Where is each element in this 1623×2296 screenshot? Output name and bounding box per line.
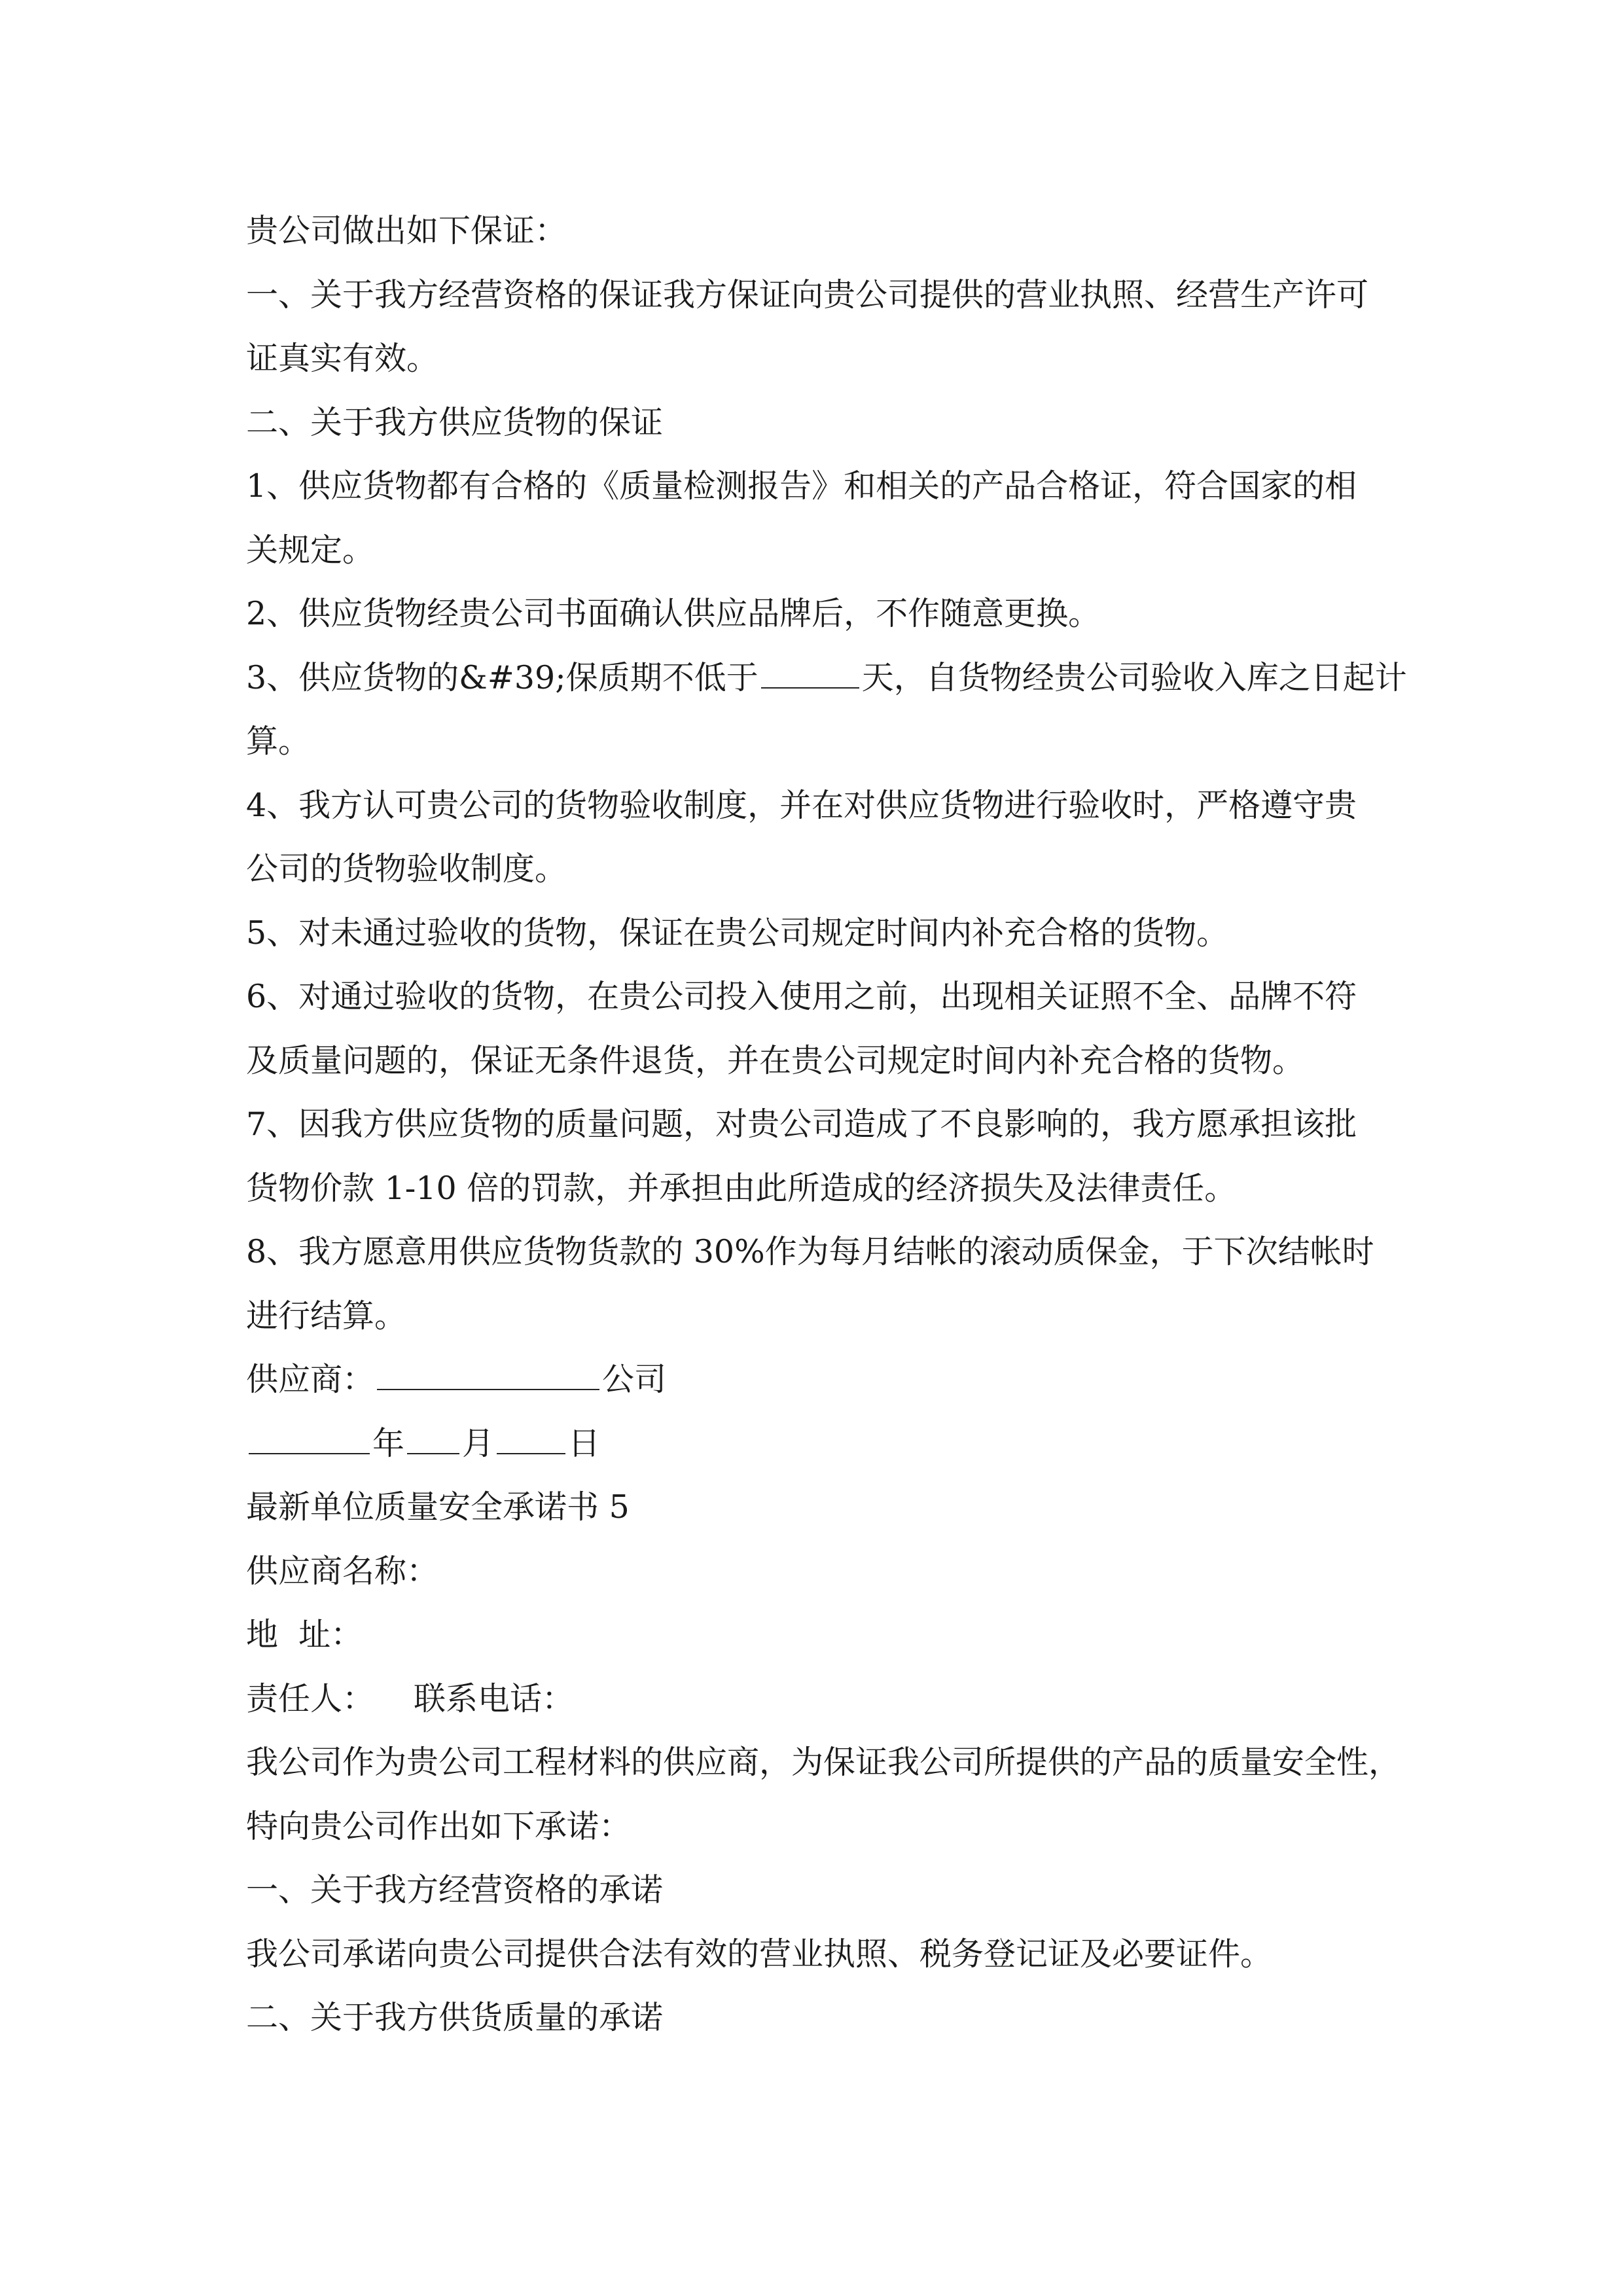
document-body bbox=[246, 199, 1407, 2050]
text-line: 我公司承诺向贵公司提供合法有效的营业执照、税务登记证及必要证件。 bbox=[246, 1935, 1273, 1973]
shelf-life-blank bbox=[761, 656, 859, 689]
text-line: 证真实有效。 bbox=[246, 340, 439, 377]
day-blank bbox=[497, 1422, 565, 1454]
person-label: 责任人： bbox=[246, 1679, 375, 1717]
text-line: 一、关于我方经营资格的保证我方保证向贵公司提供的营业执照、经营生产许可 bbox=[246, 276, 1369, 314]
text-line: 7、因我方供应货物的质量问题，对贵公司造成了不良影响的，我方愿承担该批 bbox=[246, 1105, 1357, 1143]
text-line: 公司的货物验收制度。 bbox=[246, 850, 567, 888]
text-line: 我公司作为贵公司工程材料的供应商，为保证我公司所提供的产品的质量安全性， bbox=[246, 1744, 1401, 1781]
text-line: 货物价款 1-10 倍的罚款，并承担由此所造成的经济损失及法律责任。 bbox=[246, 1169, 1237, 1207]
text-line: 6、对通过验收的货物，在贵公司投入使用之前，出现相关证照不全、品牌不符 bbox=[246, 978, 1357, 1015]
text-line: 8、我方愿意用供应货物货款的 30%作为每月结帐的滚动质保金，于下次结帐时 bbox=[246, 1233, 1374, 1270]
text-line: 算。 bbox=[246, 723, 311, 760]
date-line bbox=[246, 1412, 1385, 1476]
supplier-suffix: 公司 bbox=[602, 1361, 667, 1398]
section-heading: 二、关于我方供货质量的承诺 bbox=[246, 1999, 664, 2036]
document-title: 最新单位质量安全承诺书 5 bbox=[246, 1488, 630, 1526]
item3-line bbox=[246, 646, 1407, 710]
year-blank bbox=[249, 1422, 370, 1454]
text-line: 1、供应货物都有合格的《质量检测报告》和相关的产品合格证，符合国家的相 bbox=[246, 467, 1357, 505]
year-label: 年 bbox=[372, 1424, 405, 1462]
supplier-label: 供应商： bbox=[246, 1361, 375, 1398]
item3-suffix: 天，自货物经贵公司验收入库之日起计 bbox=[861, 658, 1407, 696]
text-line: 2、供应货物经贵公司书面确认供应品牌后，不作随意更换。 bbox=[246, 595, 1101, 632]
text-line: 5、对未通过验收的货物，保证在贵公司规定时间内补充合格的货物。 bbox=[246, 914, 1229, 952]
text-line: 关规定。 bbox=[246, 531, 375, 569]
contact-line bbox=[246, 1667, 1385, 1731]
text-line: 及质量问题的，保证无条件退货，并在贵公司规定时间内补充合格的货物。 bbox=[246, 1041, 1305, 1079]
month-label: 月 bbox=[462, 1424, 495, 1462]
section-heading: 一、关于我方经营资格的承诺 bbox=[246, 1871, 664, 1909]
text-line: 特向贵公司作出如下承诺： bbox=[246, 1807, 632, 1845]
section-heading: 二、关于我方供应货物的保证 bbox=[246, 403, 664, 441]
item3-prefix: 3、供应货物的&#39;保质期不低于 bbox=[246, 658, 758, 696]
text-line: 4、我方认可贵公司的货物验收制度，并在对供应货物进行验收时，严格遵守贵 bbox=[246, 786, 1357, 824]
month-blank bbox=[407, 1422, 459, 1454]
supplier-name-blank bbox=[377, 1357, 599, 1390]
supplier-name-label: 供应商名称： bbox=[246, 1552, 439, 1590]
address-label: 地 址： bbox=[246, 1616, 363, 1653]
day-label: 日 bbox=[568, 1424, 601, 1462]
phone-label: 联系电话： bbox=[414, 1679, 575, 1717]
text-line: 贵公司做出如下保证： bbox=[246, 212, 567, 249]
supplier-line bbox=[246, 1348, 1385, 1412]
text-line: 进行结算。 bbox=[246, 1297, 407, 1335]
